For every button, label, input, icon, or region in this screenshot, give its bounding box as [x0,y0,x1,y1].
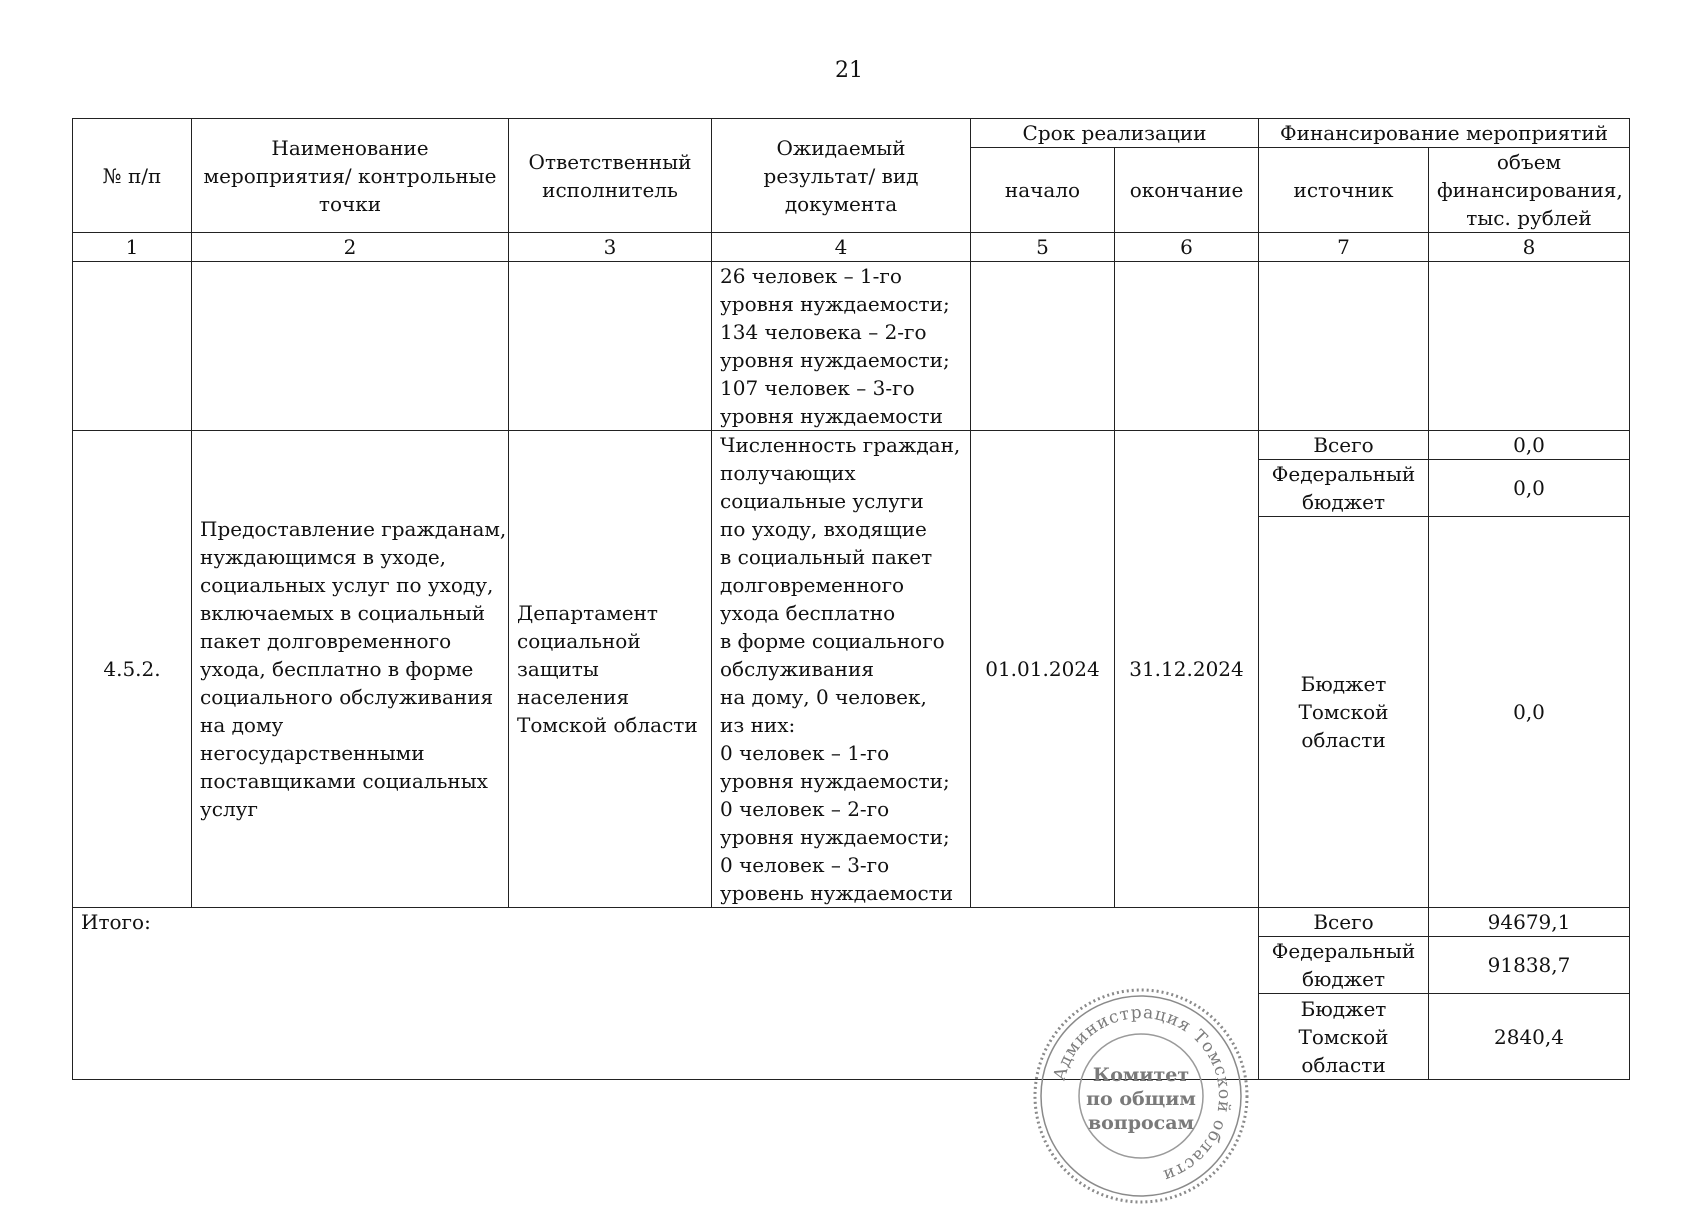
header-numbers-row [73,233,1630,262]
fin-value: 0,0 [1429,431,1630,460]
total-label: Итого: [73,908,1259,1080]
seal-line: вопросам [1087,1112,1195,1134]
col-number: 4 [712,233,971,262]
col-number: 8 [1429,233,1630,262]
fin-value: 0,0 [1429,517,1630,908]
fin-source: Всего [1259,431,1429,460]
header-volume: объем финансирования, тыс. рублей [1429,148,1630,233]
seal-line: Комитет [1092,1064,1190,1086]
header-end: окончание [1115,148,1259,233]
total-fin-source: Бюджет Томской области [1259,994,1429,1080]
plan-table [72,118,1630,1080]
seal-line: по общим [1086,1088,1196,1110]
total-fin-value: 2840,4 [1429,994,1630,1080]
total-fin-source: Федеральный бюджет [1259,937,1429,994]
col-number: 1 [73,233,192,262]
table-row-continued [73,262,1630,431]
result-cell: 26 человек – 1-го уровня нуждаемости; 134 человека – 2-го уровня нуждаемости; 107 человек – 3-го уровня нуждаемости [712,262,971,431]
col-number: 7 [1259,233,1429,262]
header-name: Наименование мероприятия/ контрольные точки [192,119,509,233]
fin-value: 0,0 [1429,460,1630,517]
col-number: 6 [1115,233,1259,262]
row-number: 4.5.2. [73,431,192,908]
table-row-4-5-2 [73,431,1630,460]
total-row [73,908,1630,937]
start-date: 01.01.2024 [971,431,1115,908]
header-source: источник [1259,148,1429,233]
fin-source: Федеральный бюджет [1259,460,1429,517]
col-number: 3 [509,233,712,262]
total-fin-source: Всего [1259,908,1429,937]
responsible-executor: Департамент социальной защиты населения Томской области [509,431,712,908]
measure-name: Предоставление гражданам, нуждающимся в уходе, социальных услуг по уходу, включаемых в социальный пакет долговременного ухода, бесплатно в форме социального обслуживания на дому негосударственными поставщиками социальных услуг [192,431,509,908]
col-number: 5 [971,233,1115,262]
total-fin-value: 91838,7 [1429,937,1630,994]
fin-source: Бюджет Томской области [1259,517,1429,908]
header-financing: Финансирование мероприятий [1259,119,1630,148]
page-number: 21 [835,58,863,83]
header-num: № п/п [73,119,192,233]
header-term: Срок реализации [971,119,1259,148]
seal-ring-text: Администрация Томской области [1049,1002,1235,1186]
expected-result: Численность граждан, получающих социальные услуги по уходу, входящие в социальный пакет долговременного ухода бесплатно в форме социального обслуживания на дому, 0 человек, из них: 0 человек – 1-го уровня нуждаемости; 0 человек – 2-го уровня нуждаемости; 0 человек – 3-го уровень нуждаемости [712,431,971,908]
header-responsible: Ответственный исполнитель [509,119,712,233]
header-row-1 [73,119,1630,148]
header-result: Ожидаемый результат/ вид документа [712,119,971,233]
end-date: 31.12.2024 [1115,431,1259,908]
col-number: 2 [192,233,509,262]
header-start: начало [971,148,1115,233]
total-fin-value: 94679,1 [1429,908,1630,937]
